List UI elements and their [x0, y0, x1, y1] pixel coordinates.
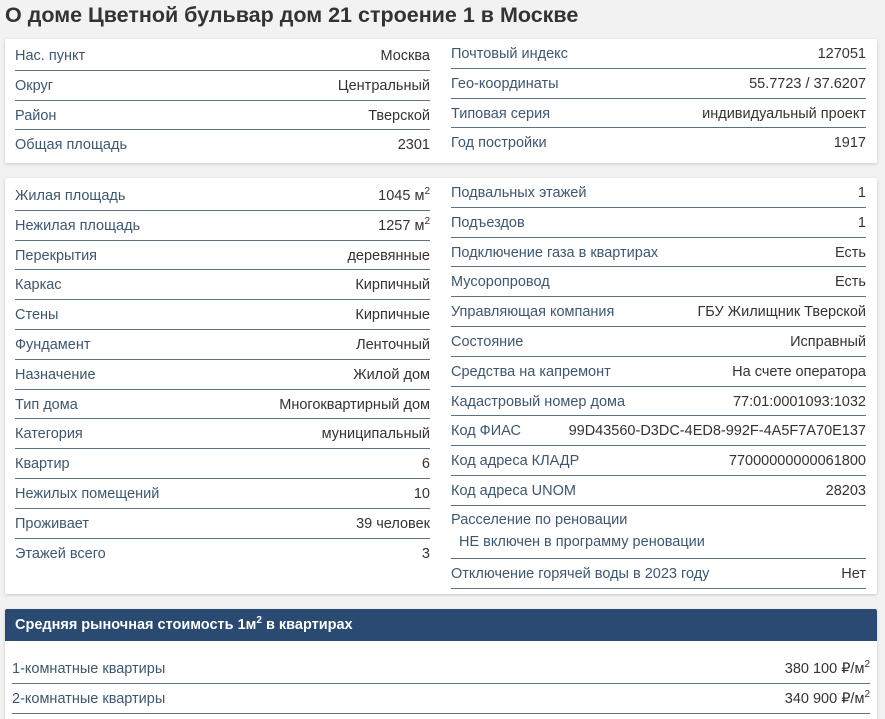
detail-row-nonliving-area — [15, 211, 430, 241]
info-row-area — [15, 101, 430, 131]
detail-row-gas — [451, 238, 866, 268]
detail-row-cadastral — [451, 387, 866, 417]
detail-row-basement-floors — [451, 178, 866, 208]
detail-label: Средства на капремонт — [451, 363, 611, 380]
house-info-card — [5, 39, 877, 163]
detail-row-walls — [15, 300, 430, 330]
detail-value: Нет — [841, 565, 866, 582]
detail-label: Каркас — [15, 277, 62, 294]
info-label: Гео-координаты — [451, 75, 559, 92]
info-label: Район — [15, 107, 57, 124]
info-label: Нас. пункт — [15, 48, 86, 64]
info-value: 1917 — [833, 135, 866, 152]
info-label: Почтовый индекс — [451, 46, 568, 62]
detail-row-condition — [451, 327, 866, 357]
price-value-text: 340 900 ₽/м — [784, 691, 865, 707]
price-row-1-room — [12, 654, 870, 684]
detail-label: Кадастровый номер дома — [451, 393, 626, 410]
detail-value — [378, 211, 430, 241]
price-value-text: 380 100 ₽/м — [784, 661, 865, 677]
detail-row-floors-type — [15, 241, 430, 271]
detail-label: Этажей всего — [15, 545, 106, 562]
detail-value-text: 1257 м — [378, 217, 425, 234]
house-details-left-column — [15, 181, 430, 568]
detail-value: 77000000000061800 — [728, 453, 866, 470]
detail-row-foundation — [15, 330, 430, 360]
detail-value: 99D43560-D3DC-4ED8-992F-4A5F7A70E137 — [568, 423, 866, 440]
info-value: Тверской — [368, 107, 430, 124]
detail-value: На счете оператора — [732, 363, 866, 380]
detail-row-purpose — [15, 360, 430, 390]
detail-label: Состояние — [451, 333, 524, 350]
detail-row-living-area — [15, 181, 430, 211]
detail-value: Кирпичные — [355, 307, 430, 324]
detail-row-management-company — [451, 297, 866, 327]
detail-value: НЕ включен в программу реновации — [459, 533, 705, 550]
detail-value: 3 — [421, 545, 430, 562]
detail-value: Исправный — [790, 333, 866, 350]
detail-row-floors-total — [15, 539, 430, 569]
info-row-district — [15, 71, 430, 101]
detail-value-sup: 2 — [424, 186, 430, 198]
market-price-heading — [5, 609, 877, 641]
info-value: Центральный — [337, 77, 430, 94]
detail-label: Стены — [15, 307, 59, 324]
detail-label: Назначение — [15, 366, 96, 383]
price-label: 2-комнатные квартиры — [12, 691, 166, 707]
detail-value: ГБУ Жилищник Тверской — [697, 304, 866, 321]
page-title: О доме Цветной бульвар дом 21 строение 1 в Москве — [5, 3, 579, 27]
detail-value: Ленточный — [356, 336, 430, 353]
detail-row-renovation — [451, 506, 866, 559]
detail-label: Перекрытия — [15, 247, 98, 264]
market-price-heading-suffix: в квартирах — [261, 617, 353, 633]
detail-label: Подвальных этажей — [451, 185, 587, 201]
detail-row-entrances — [451, 208, 866, 238]
detail-label: Категория — [15, 426, 83, 443]
detail-value: муниципальный — [321, 426, 430, 443]
info-value: 2301 — [397, 137, 430, 154]
detail-label: Жилая площадь — [15, 188, 126, 204]
detail-value: 28203 — [825, 482, 866, 499]
price-value-sup: 2 — [864, 659, 870, 671]
detail-row-garbage-chute — [451, 267, 866, 297]
info-label: Общая площадь — [15, 137, 128, 154]
price-value — [785, 684, 870, 714]
detail-row-nonliving-rooms — [15, 479, 430, 509]
detail-label: Проживает — [15, 515, 90, 532]
detail-value: 39 человек — [356, 515, 430, 532]
detail-row-unom — [451, 476, 866, 506]
detail-label: Тип дома — [15, 396, 78, 413]
detail-row-apartments — [15, 449, 430, 479]
detail-row-hot-water — [451, 559, 866, 589]
info-value: 127051 — [817, 46, 866, 62]
price-row-2-room — [12, 684, 870, 714]
detail-value-text: 1045 м — [378, 188, 425, 204]
detail-label: Подключение газа в квартирах — [451, 244, 659, 261]
detail-value-sup: 2 — [424, 215, 430, 227]
detail-value — [378, 181, 430, 211]
info-row-postal-code — [451, 39, 866, 69]
detail-label: Нежилых помещений — [15, 485, 160, 502]
detail-label: Мусоропровод — [451, 274, 550, 291]
detail-value: 10 — [413, 485, 430, 502]
house-details-card — [5, 178, 877, 594]
price-value-sup: 2 — [864, 689, 870, 701]
info-row-year — [451, 128, 866, 158]
info-row-geo — [451, 69, 866, 99]
detail-row-frame — [15, 270, 430, 300]
price-label: 1-комнатные квартиры — [12, 661, 166, 677]
detail-value: Кирпичный — [355, 277, 430, 294]
detail-label: Отключение горячей воды в 2023 году — [451, 565, 710, 582]
detail-row-fias — [451, 416, 866, 446]
detail-row-residents — [15, 509, 430, 539]
market-price-heading-text: Средняя рыночная стоимость 1м — [15, 617, 257, 633]
detail-row-repair-funds — [451, 357, 866, 387]
info-label: Год постройки — [451, 135, 547, 152]
info-value: 55.7723 / 37.6207 — [749, 75, 866, 92]
detail-value: Жилой дом — [353, 366, 430, 383]
detail-row-category — [15, 419, 430, 449]
detail-value: 6 — [421, 456, 430, 473]
detail-value: 77:01:0001093:1032 — [732, 393, 866, 410]
detail-label: Код ФИАС — [451, 423, 521, 440]
detail-row-kladr — [451, 446, 866, 476]
market-price-heading-sup: 2 — [256, 615, 262, 627]
info-value: Москва — [380, 48, 430, 64]
info-label: Типовая серия — [451, 105, 551, 122]
detail-label: Код адреса КЛАДР — [451, 453, 580, 470]
detail-label: Фундамент — [15, 336, 91, 353]
detail-row-house-type — [15, 390, 430, 420]
info-value: индивидуальный проект — [702, 105, 866, 122]
info-row-total-area — [15, 130, 430, 160]
detail-label: Код адреса UNOM — [451, 482, 576, 499]
detail-value: Многоквартирный дом — [279, 396, 430, 413]
info-label: Округ — [15, 77, 54, 94]
detail-label: Подъездов — [451, 214, 525, 231]
house-info-left-column — [15, 41, 430, 160]
detail-value: деревянные — [347, 247, 430, 264]
detail-label: Квартир — [15, 456, 70, 473]
detail-value: Есть — [835, 274, 866, 291]
detail-label: Расселение по реновации — [451, 511, 628, 528]
detail-value: 1 — [857, 185, 866, 201]
detail-label: Нежилая площадь — [15, 217, 141, 234]
price-value — [785, 654, 870, 684]
info-row-settlement — [15, 41, 430, 71]
info-row-series — [451, 99, 866, 129]
detail-value: Есть — [835, 244, 866, 261]
house-info-right-column — [451, 39, 866, 158]
detail-label: Управляющая компания — [451, 304, 615, 321]
market-price-card — [5, 609, 877, 719]
detail-value: 1 — [857, 214, 866, 231]
house-details-right-column — [451, 178, 866, 589]
